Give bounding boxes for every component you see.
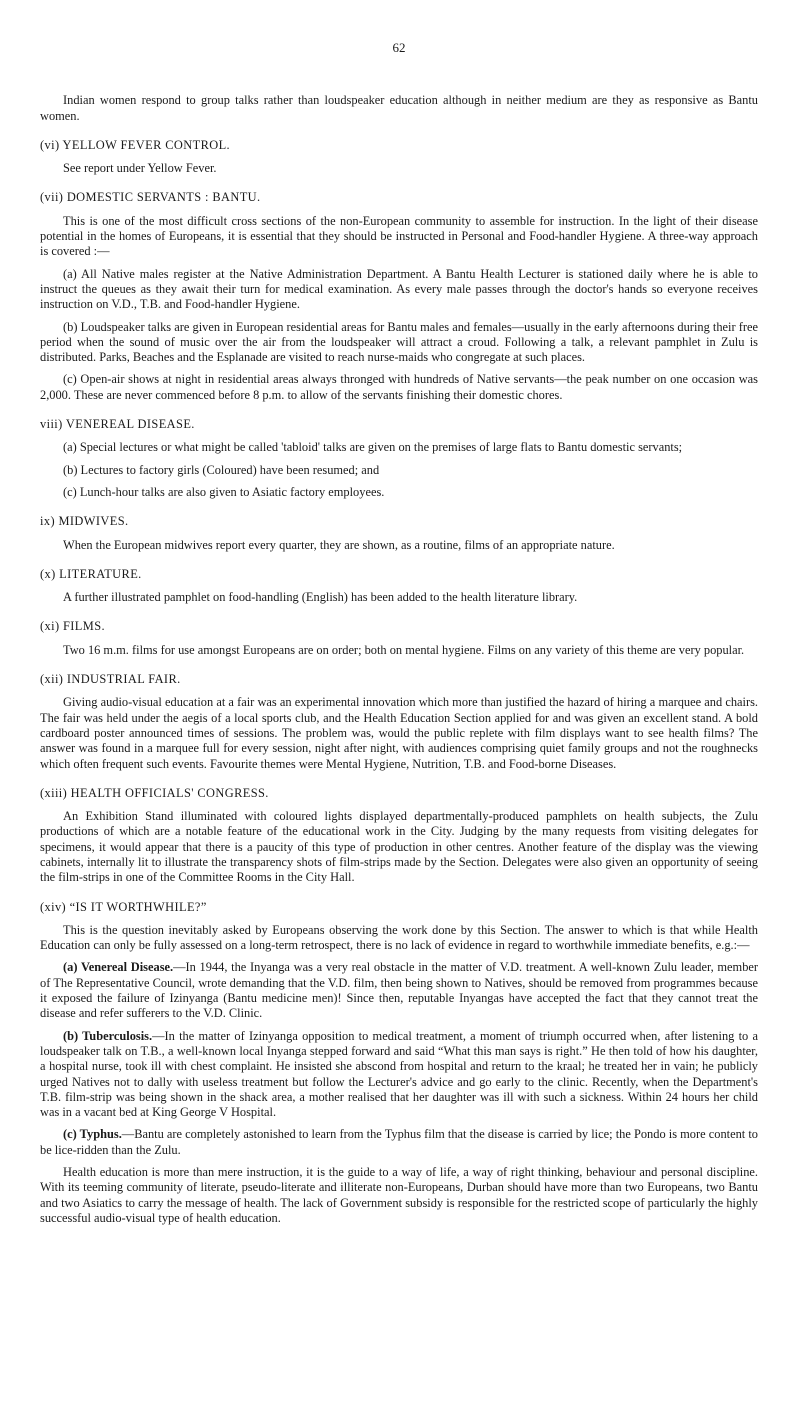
section-heading: viii) VENEREAL DISEASE.	[40, 417, 195, 432]
sections-container	[40, 138, 758, 886]
evidence-item-tuberculosis	[40, 1029, 758, 1121]
section-paragraph: (a) Special lectures or what might be called 'tabloid' talks are given on the premises of large flats to Bantu domestic servants;	[63, 440, 683, 455]
section-heading: (xiv) “IS IT WORTHWHILE?”	[40, 899, 207, 914]
section	[40, 672, 758, 772]
section-paragraph: (b) Loudspeaker talks are given in European residential areas for Bantu males and females—usually in the early afternoons during their free period when the sound of music over the air from the loudspeaker will attract a croud. Following a talk, a relevant pamphlet in Zulu is distributed. Parks, Beaches and the Esplanade are visited to reach nurse-maids who congregate at such places.	[40, 319, 758, 365]
section-heading: (vii) DOMESTIC SERVANTS : BANTU.	[40, 190, 261, 205]
section-heading: (xiii) HEALTH OFFICIALS' CONGRESS.	[40, 785, 269, 800]
section-paragraph: (c) Lunch-hour talks are also given to Asiatic factory employees.	[63, 484, 385, 499]
evidence-label: (b) Tuberculosis.	[63, 1028, 153, 1043]
section-paragraph: When the European midwives report every quarter, they are shown, as a routine, films of an appropriate nature.	[63, 537, 615, 552]
section-heading: ix) MIDWIVES.	[40, 514, 129, 529]
section-paragraph: This is the question inevitably asked by Europeans observing the work done by this Section. The answer to which is that while Health Education can only be fully assessed on a long-term retrospect, there is no lack of evidence in regard to worthwhile immediate benefits, e.g.:—	[40, 922, 758, 953]
evidence-text: —In 1944, the Inyanga was a very real obstacle in the matter of V.D. treatment. A well-known Zulu leader, member of The Representative Council, wrote demanding that the V.D. film, then being shown to Natives, should be removed from programmes because it exposed the failure of Izinyanga (Bantu medicine men)! Since then, reputable Inyangas have accepted the fact that they cannot treat the disease and refer sufferers to the V.D. Clinic.	[40, 960, 759, 1021]
evidence-item-typhus	[40, 1127, 758, 1158]
section-worthwhile	[40, 900, 758, 1227]
closing-paragraph: Health education is more than mere instruction, it is the guide to a way of life, a way of right thinking, behaviour and personal discipline. With its teeming community of literate, pseudo-literate and illiterate non-Europeans, Durban should have more than two Europeans, two Bantu and two Asiatics to carry the message of health. The lack of Government subsidy is responsible for the restricted scope of particularly the highly successful audio-visual type of health education.	[40, 1165, 758, 1225]
evidence-label: (a) Venereal Disease.	[63, 960, 174, 975]
section-paragraph: Two 16 m.m. films for use amongst Europeans are on order; both on mental hygiene. Films on any variety of this theme are very popular.	[63, 642, 745, 657]
section-paragraph: (c) Open-air shows at night in residential areas always thronged with hundreds of Native servants—the peak number on one occasion was 2,000. These are never commenced before 8 p.m. to allow of the servants finishing their domestic chores.	[40, 372, 758, 402]
evidence-text: —Bantu are completely astonished to learn from the Typhus film that the disease is carried by lice; the Pondo is more content to be lice-ridden than the Zulu.	[40, 1127, 758, 1157]
intro-paragraph: Indian women respond to group talks rather than loudspeaker education although in neither medium are they as responsive as Bantu women.	[40, 93, 758, 123]
evidence-item-venereal	[40, 960, 758, 1021]
section-heading: (xi) FILMS.	[40, 619, 105, 634]
evidence-label: (c) Typhus.	[63, 1127, 122, 1142]
section-heading: (vi) YELLOW FEVER CONTROL.	[40, 137, 231, 152]
section-paragraph: See report under Yellow Fever.	[63, 161, 217, 176]
section	[40, 786, 758, 886]
section-paragraph: (b) Lectures to factory girls (Coloured) have been resumed; and	[63, 462, 380, 477]
section-heading: (xii) INDUSTRIAL FAIR.	[40, 672, 181, 687]
section-paragraph: Giving audio-visual education at a fair was an experimental innovation which more than justified the hazard of hiring a marquee and chairs. The fair was held under the aegis of a local sports club, and the Health Education Section applied for and was given an excellent stand. A bold cardboard poster announced times of sessions. The problem was, would the public replete with film displays want to see health films? The answer was found in a marquee full for every session, night after night, with audiences comprising quiet family groups and not the roughnecks which often frequent such events. Favourite themes were Mental Hygiene, Nutrition, T.B. and Food-borne Diseases.	[40, 695, 758, 771]
section	[40, 190, 758, 403]
evidence-text: —In the matter of Izinyanga opposition to medical treatment, a moment of triumph occurred when, after listening to a loudspeaker talk on T.B., a well-known local Inyanga stepped forward and said “What this man says is right.” He then told of how his daughter, a hospital nurse, took ill with chest complaint. He insisted she abscond from hospital and return to the kraal; he treated her in vain; he publicly urged Natives not to dally with useless treatment but follow the Lecturer's advice and go early to the clinic. Recently, when the Department's T.B. film-strip was being shown in the shack area, a mother realised that her daughter was ill with such a sickness. Within 24 hours her child was in a vacant bed at King George V Hospital.	[40, 1028, 759, 1120]
section-paragraph: This is one of the most difficult cross sections of the non-European community to assemble for instruction. In the light of their disease potential in the homes of Europeans, it is essential that they should be instructed in Personal and Food-handler Hygiene. A three-way approach is covered :—	[40, 213, 758, 259]
section	[40, 619, 758, 658]
section-heading: (x) LITERATURE.	[40, 566, 142, 581]
section	[40, 567, 758, 606]
section-paragraph: (a) All Native males register at the Native Administration Department. A Bantu Health Lecturer is stationed daily where he is able to instruct the queues as they await their turn for medical examination. As every male passes through the doctor's hands so everyone receives instruction on V.D., T.B. and Food-handler Hygiene.	[40, 266, 758, 312]
section	[40, 138, 758, 177]
section	[40, 514, 758, 553]
section	[40, 417, 758, 500]
section-paragraph: An Exhibition Stand illuminated with coloured lights displayed departmentally-produced pamphlets on health subjects, the Zulu productions of which are a notable feature of the educational work in the City. Judging by the many requests from visiting delegates for specimens, it would appear that there is a paucity of this type of production in other centres. Another feature of the display was the viewing cabinets, internally lit to illustrate the transparency shots of film-strips made by the Section. Delegates were also given an opportunity of seeing the film-strips in one of the Committee Rooms in the City Hall.	[40, 809, 758, 885]
section-paragraph: A further illustrated pamphlet on food-handling (English) has been added to the health literature library.	[63, 590, 578, 605]
page-number: 62	[392, 40, 406, 55]
